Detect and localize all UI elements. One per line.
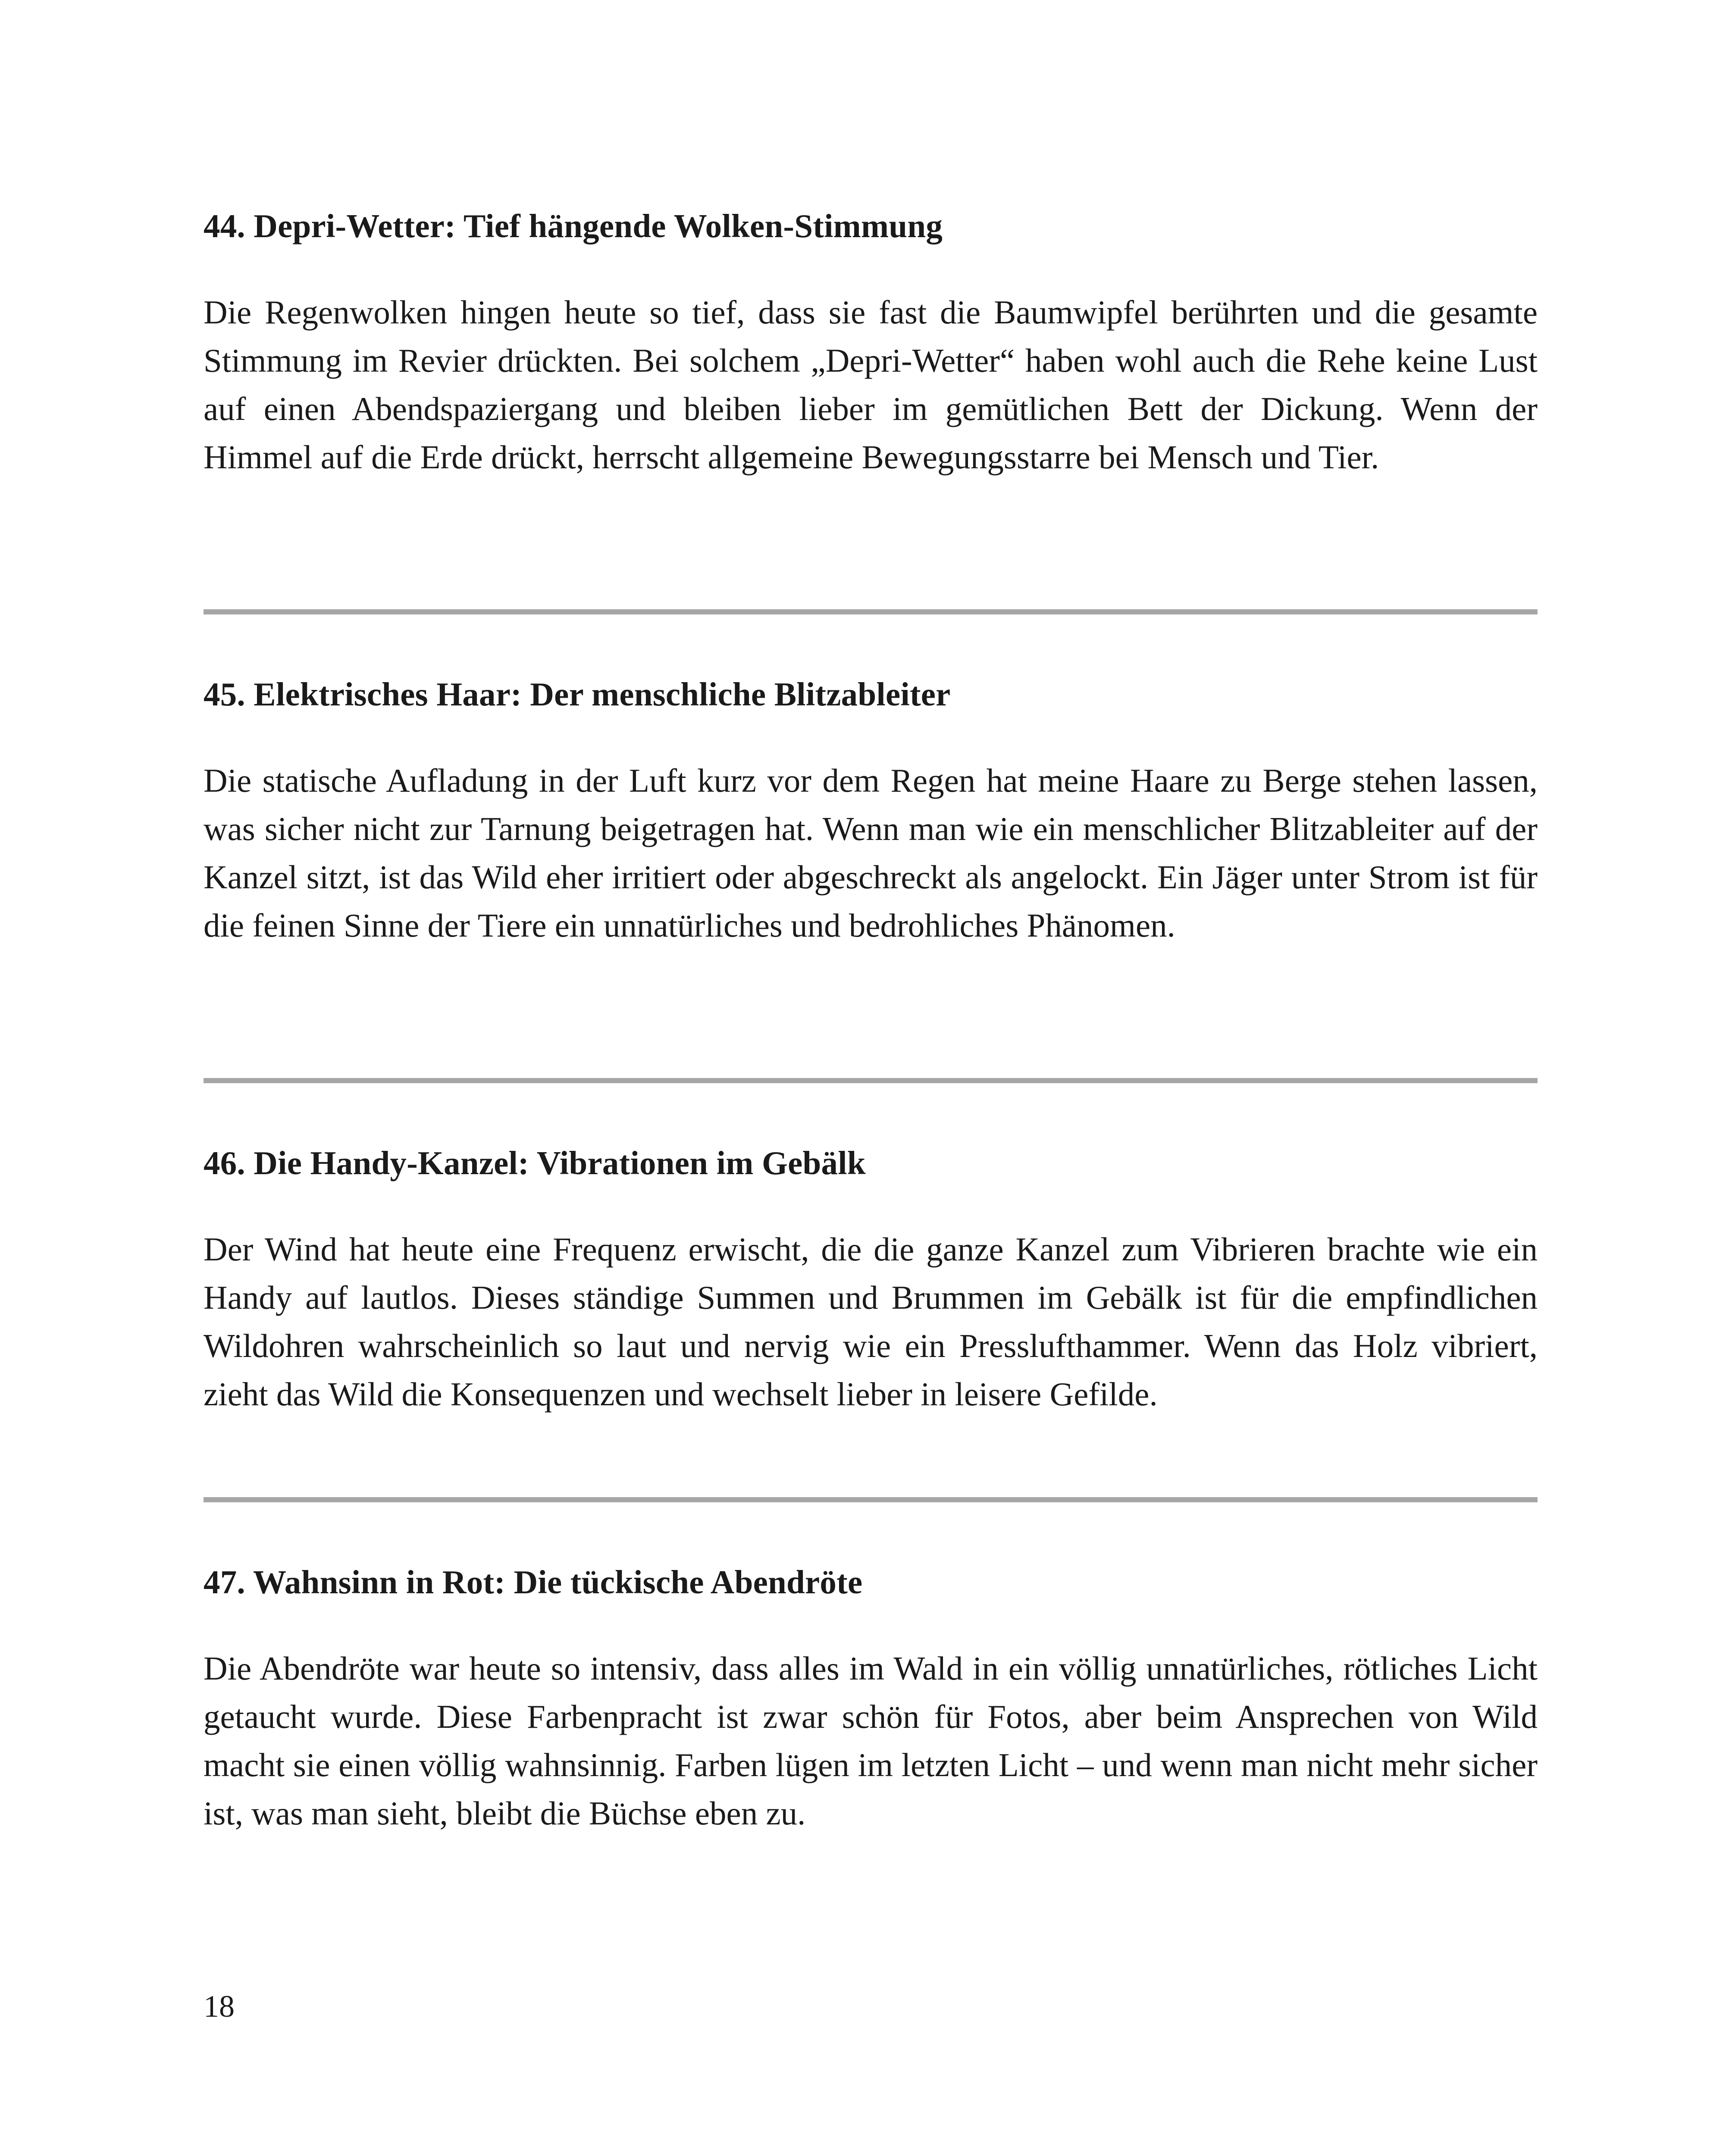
entry-body: Die Regenwolken hingen heute so tief, dass sie fast die Baumwipfel berührten und die gesamte Stimmung im Revier drückten. Bei solchem „Depri-Wetter“ haben wohl auch die Rehe keine Lust auf einen Abendspaziergang und bleiben lieber im gemütlichen Bett der Dickung. Wenn der Himmel auf die Erde drückt, herrscht allgemeine Bewegungsstarre bei Mensch und Tier. — [204, 294, 1538, 476]
entry-46 — [204, 1143, 1538, 1418]
document-page — [204, 0, 1538, 2156]
section-divider — [204, 609, 1538, 614]
entry-body: Die Abendröte war heute so intensiv, dass alles im Wald in ein völlig unnatürliches, rötliches Licht getaucht wurde. Diese Farbenpracht ist zwar schön für Fotos, aber beim Ansprechen von Wild macht sie einen völlig wahnsinnig. Farben lügen im letzten Licht – und wenn man nicht mehr sicher ist, was man sieht, bleibt die Büchse eben zu. — [204, 1650, 1538, 1832]
section-divider — [204, 1078, 1538, 1083]
entry-body: Der Wind hat heute eine Frequenz erwischt, die die ganze Kanzel zum Vibrieren brachte wie ein Handy auf lautlos. Dieses ständige Summen und Brummen im Gebälk ist für die empfindlichen Wildohren wahrscheinlich so laut und nervig wie ein Presslufthammer. Wenn das Holz vibriert, zieht das Wild die Konsequenzen und wechselt lieber in leisere Gefilde. — [204, 1231, 1538, 1413]
page-number: 18 — [204, 1989, 235, 2024]
entry-heading: 44. Depri-Wetter: Tief hängende Wolken-Stimmung — [204, 207, 943, 244]
entry-heading: 46. Die Handy-Kanzel: Vibrationen im Gebälk — [204, 1144, 866, 1181]
entry-45 — [204, 674, 1538, 950]
section-divider — [204, 1497, 1538, 1502]
entry-heading: 45. Elektrisches Haar: Der menschliche Blitzableiter — [204, 676, 951, 713]
entry-47 — [204, 1562, 1538, 1837]
entry-44 — [204, 206, 1538, 481]
entry-heading: 47. Wahnsinn in Rot: Die tückische Abendröte — [204, 1564, 863, 1601]
entry-body: Die statische Aufladung in der Luft kurz vor dem Regen hat meine Haare zu Berge stehen lassen, was sicher nicht zur Tarnung beigetragen hat. Wenn man wie ein menschlicher Blitzableiter auf der Kanzel sitzt, ist das Wild eher irritiert oder abgeschreckt als angelockt. Ein Jäger unter Strom ist für die feinen Sinne der Tiere ein unnatürliches und bedrohliches Phänomen. — [204, 762, 1538, 944]
